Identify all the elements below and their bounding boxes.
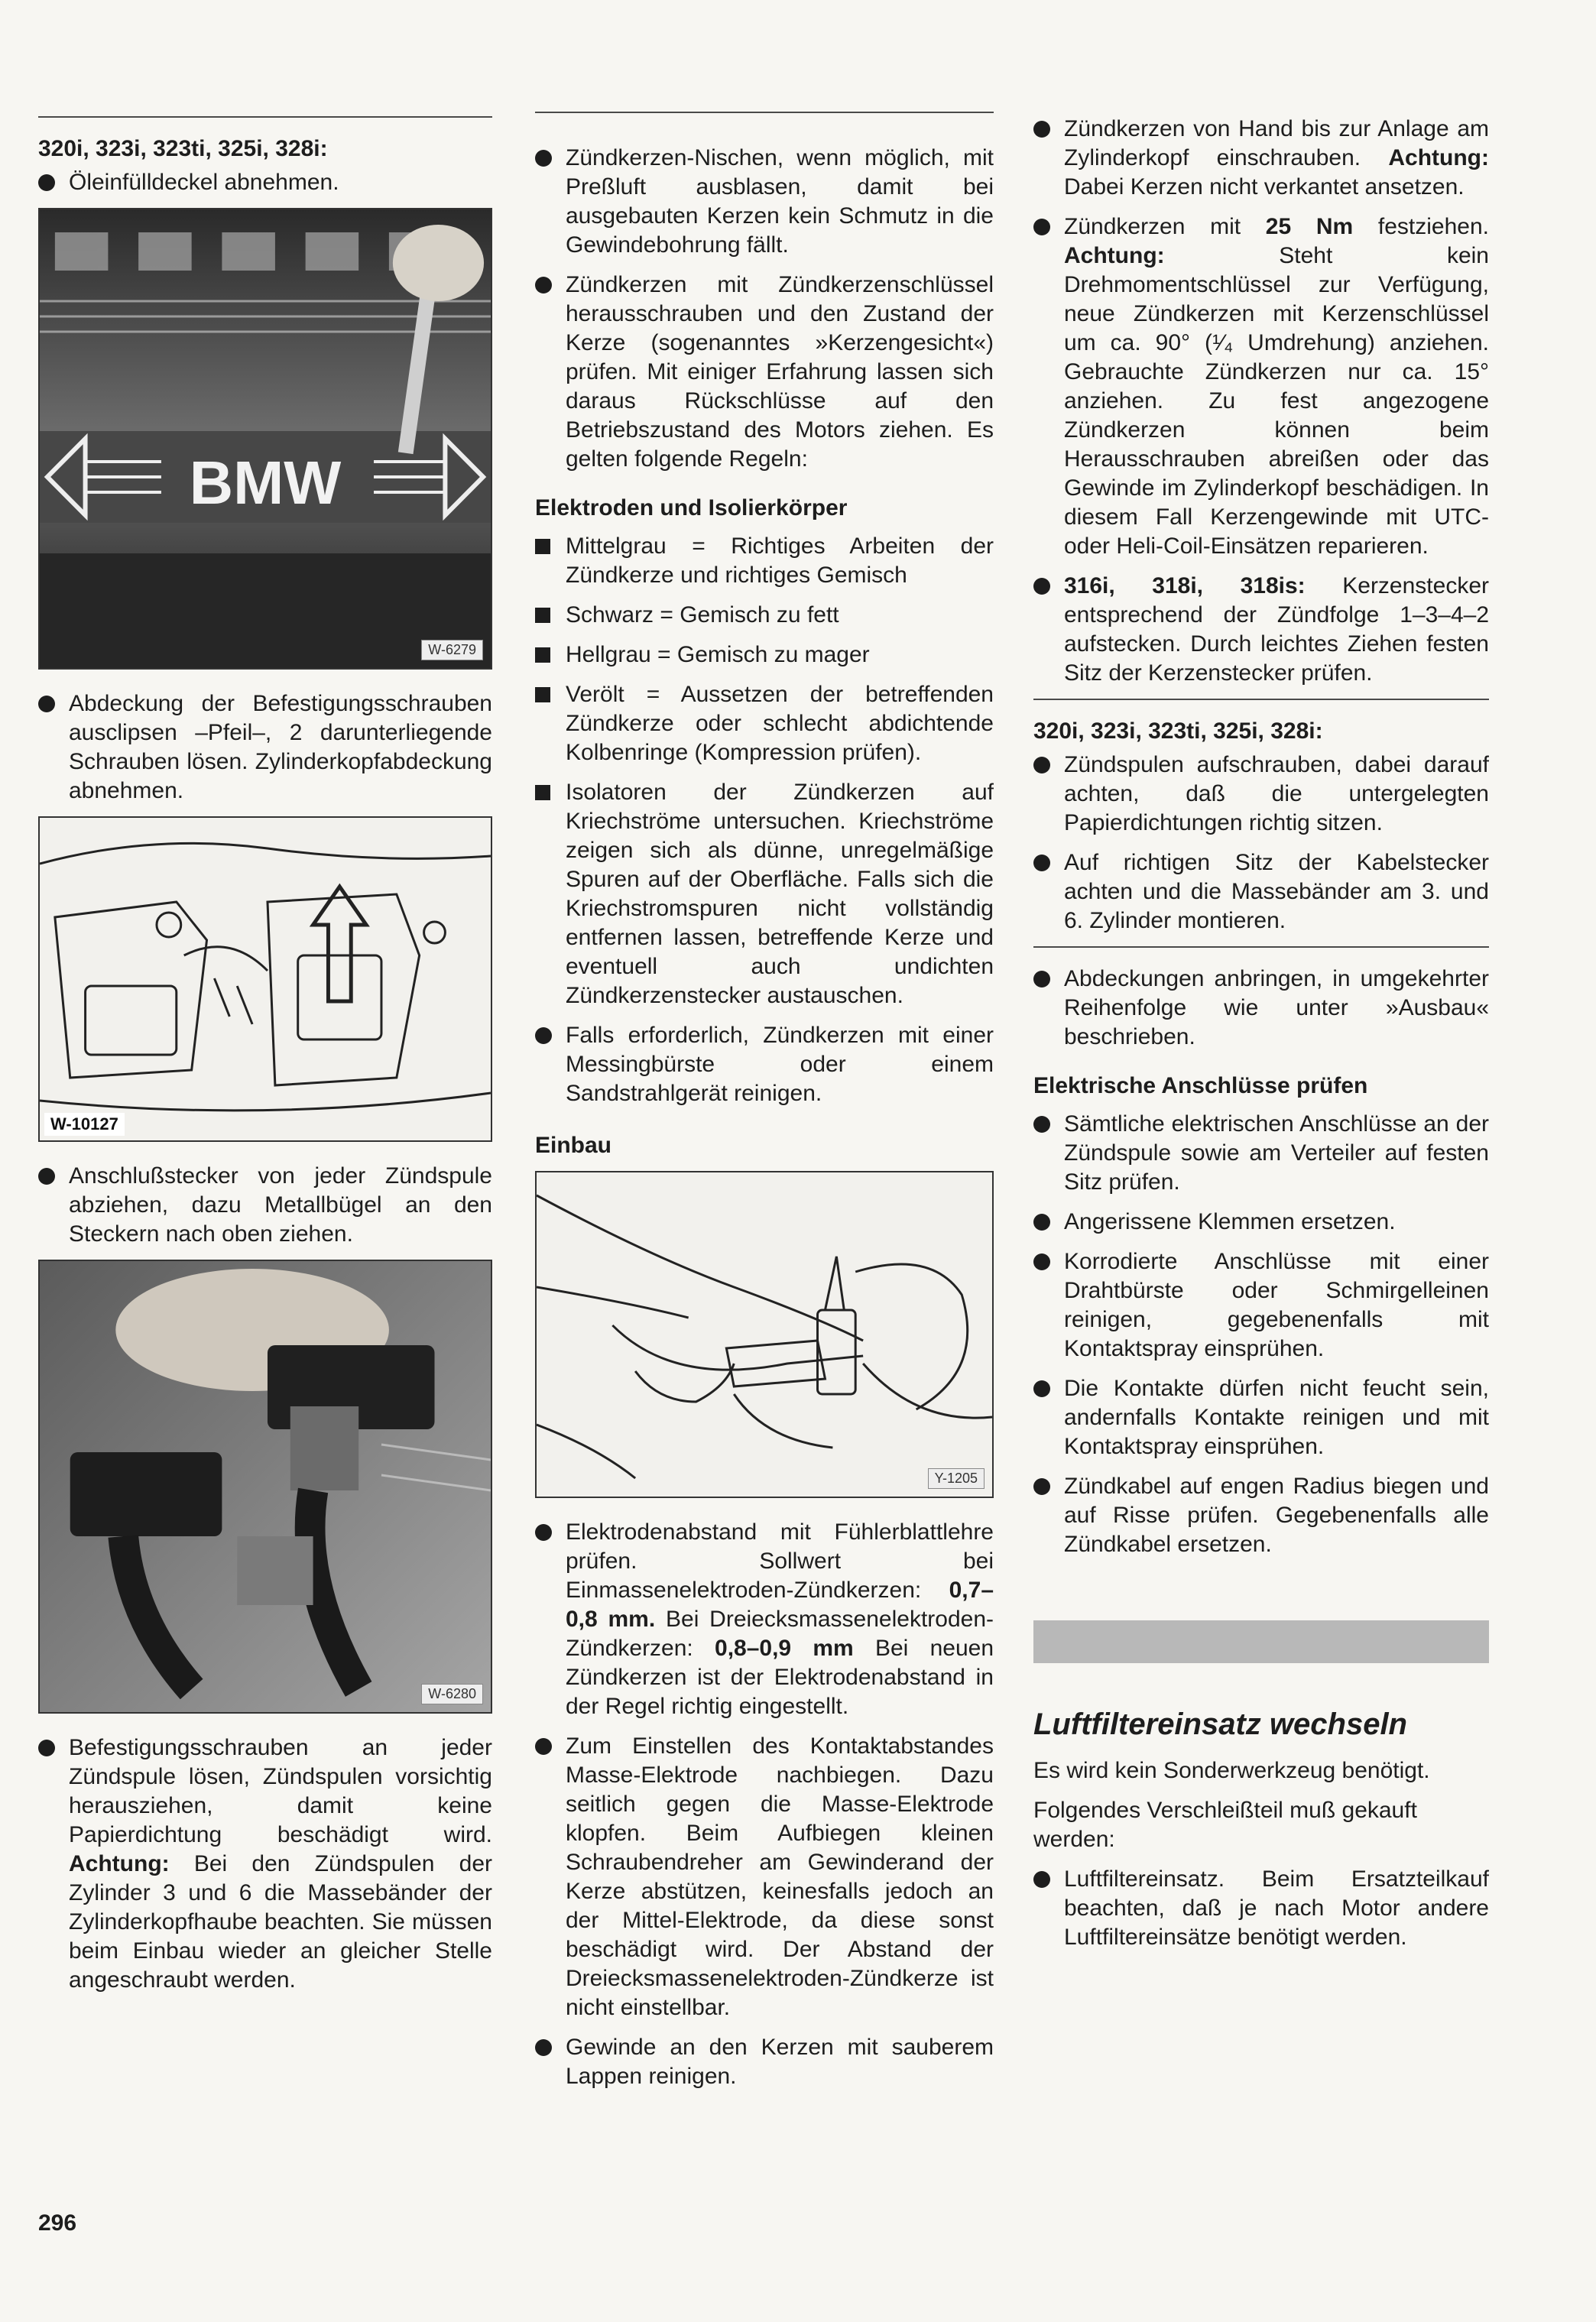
square-bullet-icon xyxy=(535,539,550,554)
section-rule xyxy=(38,116,492,118)
bullet-icon xyxy=(38,174,55,191)
section-heading-install: Einbau xyxy=(535,1133,612,1158)
bullet-icon xyxy=(38,1740,55,1756)
bullet-icon xyxy=(1033,1214,1050,1231)
list-item: Abdeckungen anbringen, in umgekehrter Reihenfolge wie unter »Ausbau« beschrieben. xyxy=(1033,965,1489,1052)
bullet-icon xyxy=(1033,219,1050,235)
bullet-icon xyxy=(535,2039,552,2056)
bullet-icon xyxy=(1033,1478,1050,1495)
list-item: Zündkerzen-Nischen, wenn möglich, mit Preßluft ausblasen, damit bei ausgebauten Kerzen kein Schmutz in die Gewindebohrung fällt. xyxy=(535,144,994,260)
model-heading: 320i, 323i, 323ti, 325i, 328i: xyxy=(1033,718,1323,744)
list-item: Gewinde an den Kerzen mit sauberem Lappen reinigen. xyxy=(535,2033,994,2091)
square-bullet-icon xyxy=(535,647,550,663)
list-item: Öleinfülldeckel abnehmen. xyxy=(38,168,492,197)
bullet-icon xyxy=(38,1168,55,1185)
square-bullet-icon xyxy=(535,608,550,623)
figure-coil-drawing xyxy=(38,816,492,1142)
figure-tag: Y-1205 xyxy=(928,1468,985,1489)
square-bullet-icon xyxy=(535,687,550,702)
figure-gap-gauge-drawing xyxy=(535,1171,994,1498)
list-item: Angerissene Klemmen ersetzen. xyxy=(1033,1208,1489,1237)
figure-tag: W-6279 xyxy=(421,640,483,660)
square-bullet-icon xyxy=(535,785,550,800)
list-item: Luftfiltereinsatz. Beim Ersatzteilkauf beachten, daß je nach Motor andere Luftfiltereinsätze benötigt werden. xyxy=(1033,1865,1489,1952)
bullet-icon xyxy=(1033,757,1050,773)
list-item: Zündspulen aufschrauben, dabei darauf achten, daß die untergelegten Papierdichtungen richtig sitzen. xyxy=(1033,751,1489,838)
list-item: Zündkabel auf engen Radius biegen und auf Risse prüfen. Gegebenenfalls alle Zündkabel ersetzen. xyxy=(1033,1472,1489,1559)
engine-photo-drawing xyxy=(40,209,491,668)
bullet-icon xyxy=(1033,1116,1050,1133)
page-number: 296 xyxy=(38,2210,77,2236)
bullet-icon xyxy=(1033,1871,1050,1888)
list-item: Verölt = Aussetzen der betreffenden Zündkerze oder schlecht abdichtende Kolbenringe (Kompression prüfen). xyxy=(535,680,994,767)
section-rule xyxy=(1033,946,1489,948)
column-1 xyxy=(38,112,492,2006)
figure-tag: W-6280 xyxy=(421,1684,483,1704)
section-rule xyxy=(1033,699,1489,700)
list-item: Auf richtigen Sitz der Kabelstecker achten und die Massebänder am 3. und 6. Zylinder montieren. xyxy=(1033,848,1489,936)
list-item: 316i, 318i, 318is: Kerzenstecker entsprechend der Zündfolge 1–3–4–2 aufstecken. Durch leichtes Ziehen festen Sitz der Kerzenstecker prüfen. xyxy=(1033,572,1489,688)
model-heading: 320i, 323i, 323ti, 325i, 328i: xyxy=(38,136,328,161)
paragraph: Folgendes Verschleißteil muß gekauft werden: xyxy=(1033,1798,1417,1852)
section-rule xyxy=(535,112,994,113)
list-item: Abdeckung der Befestigungsschrauben ausclipsen –Pfeil–, 2 darunterliegende Schrauben lösen. Zylinderkopfabdeckung abnehmen. xyxy=(38,689,492,806)
bullet-icon xyxy=(535,1027,552,1044)
list-item: Isolatoren der Zündkerzen auf Kriechströme untersuchen. Kriechströme zeigen sich als dünne, unregelmäßige Spuren auf der Oberfläche. Falls sich die Kriechstromspuren nicht vollständig entfernen lassen, betreffende Kerze und eventuell auch undichten Zündkerzenstecker austauschen. xyxy=(535,778,994,1010)
connector-photo-drawing xyxy=(40,1261,491,1712)
list-item: Die Kontakte dürfen nicht feucht sein, andernfalls Kontakte reinigen und mit Kontaktspray einsprühen. xyxy=(1033,1374,1489,1461)
gauge-line-drawing xyxy=(537,1172,992,1497)
list-item: Zündkerzen mit Zündkerzenschlüssel herausschrauben und den Zustand der Kerze (sogenanntes »Kerzengesicht«) prüfen. Mit einiger Erfahrung lassen sich daraus Rückschlüsse auf den Betriebszustand des Motors ziehen. Es gelten folgende Regeln: xyxy=(535,271,994,474)
bullet-icon xyxy=(535,1524,552,1541)
bullet-icon xyxy=(535,1738,552,1755)
list-item: Hellgrau = Gemisch zu mager xyxy=(535,640,994,670)
column-3 xyxy=(1033,115,1489,1963)
list-item: Zündkerzen mit 25 Nm festziehen. Achtung: Steht kein Drehmomentschlüssel zur Verfügung, neue Zündkerzen mit Kerzenschlüssel um ca. 90° (¹⁄₄ Umdrehung) anziehen. Gebrauchte Zündkerzen nur ca. 15° anziehen. Zu fest angezogene Zündkerzen können beim Herausschrauben abreißen oder das Gewinde im Zylinderkopf beschädigen. In diesem Fall Kerzengewinde mit UTC- oder Heli-Coil-Einsätzen reparieren. xyxy=(1033,212,1489,561)
bullet-icon xyxy=(38,696,55,712)
list-item: Schwarz = Gemisch zu fett xyxy=(535,601,994,630)
list-item: Korrodierte Anschlüsse mit einer Drahtbürste oder Schmirgelleinen reinigen, gegebenenfalls mit Kontaktspray einsprühen. xyxy=(1033,1247,1489,1364)
section-heading-electrical: Elektrische Anschlüsse prüfen xyxy=(1033,1073,1368,1098)
bullet-icon xyxy=(535,150,552,167)
coil-line-drawing xyxy=(40,818,491,1140)
figure-valve-cover-photo xyxy=(38,208,492,670)
figure-tag: W-10127 xyxy=(44,1113,125,1136)
section-divider-band xyxy=(1033,1620,1489,1663)
bullet-icon xyxy=(1033,971,1050,987)
bullet-icon xyxy=(535,277,552,293)
list-item: Falls erforderlich, Zündkerzen mit einer Messingbürste oder einem Sandstrahlgerät reinigen. xyxy=(535,1021,994,1108)
list-item: Befestigungsschrauben an jeder Zündspule lösen, Zündspulen vorsichtig herausziehen, damit keine Papierdichtung beschädigt wird. Achtung: Bei den Zündspulen der Zylinder 3 und 6 die Massebänder der Zylinderkopfhaube beachten. Sie müssen beim Einbau wieder an gleicher Stelle angeschraubt werden. xyxy=(38,1733,492,1995)
bullet-icon xyxy=(1033,578,1050,595)
bullet-icon xyxy=(1033,121,1050,138)
column-2 xyxy=(535,112,994,2102)
list-item: Anschlußstecker von jeder Zündspule abziehen, dazu Metallbügel an den Steckern nach oben ziehen. xyxy=(38,1162,492,1249)
paragraph: Es wird kein Sonderwerkzeug benötigt. xyxy=(1033,1758,1430,1783)
list-item: Zündkerzen von Hand bis zur Anlage am Zylinderkopf einschrauben. Achtung: Dabei Kerzen nicht verkantet ansetzen. xyxy=(1033,115,1489,202)
list-item: Elektrodenabstand mit Fühlerblattlehre prüfen. Sollwert bei Einmassenelektroden-Zündkerzen: 0,7–0,8 mm. Bei Dreiecksmassenelektroden-Zündkerzen: 0,8–0,9 mm Bei neuen Zündkerzen ist der Elektrodenabstand in der Regel richtig eingestellt. xyxy=(535,1518,994,1721)
section-heading-electrodes: Elektroden und Isolierkörper xyxy=(535,495,848,521)
list-item: Sämtliche elektrischen Anschlüsse an der Zündspule sowie am Verteiler auf festen Sitz prüfen. xyxy=(1033,1110,1489,1197)
bullet-icon xyxy=(1033,1253,1050,1270)
bullet-icon xyxy=(1033,1380,1050,1397)
list-item: Mittelgrau = Richtiges Arbeiten der Zündkerze und richtiges Gemisch xyxy=(535,532,994,590)
svg-text:BMW: BMW xyxy=(189,448,342,517)
bullet-icon xyxy=(1033,855,1050,871)
figure-connector-photo xyxy=(38,1260,492,1714)
section-heading-air-filter: Luftfiltereinsatz wechseln xyxy=(1033,1707,1407,1741)
list-item: Zum Einstellen des Kontaktabstandes Masse-Elektrode nachbiegen. Dazu seitlich gegen die Masse-Elektrode klopfen. Beim Aufbiegen kleinen Schraubendreher am Gewinderand der Kerze abstützen, keinesfalls jedoch an der Mittel-Elektrode, da diese sonst beschädigt wird. Der Abstand der Dreiecksmassenelektroden-Zündkerze ist nicht einstellbar. xyxy=(535,1732,994,2022)
